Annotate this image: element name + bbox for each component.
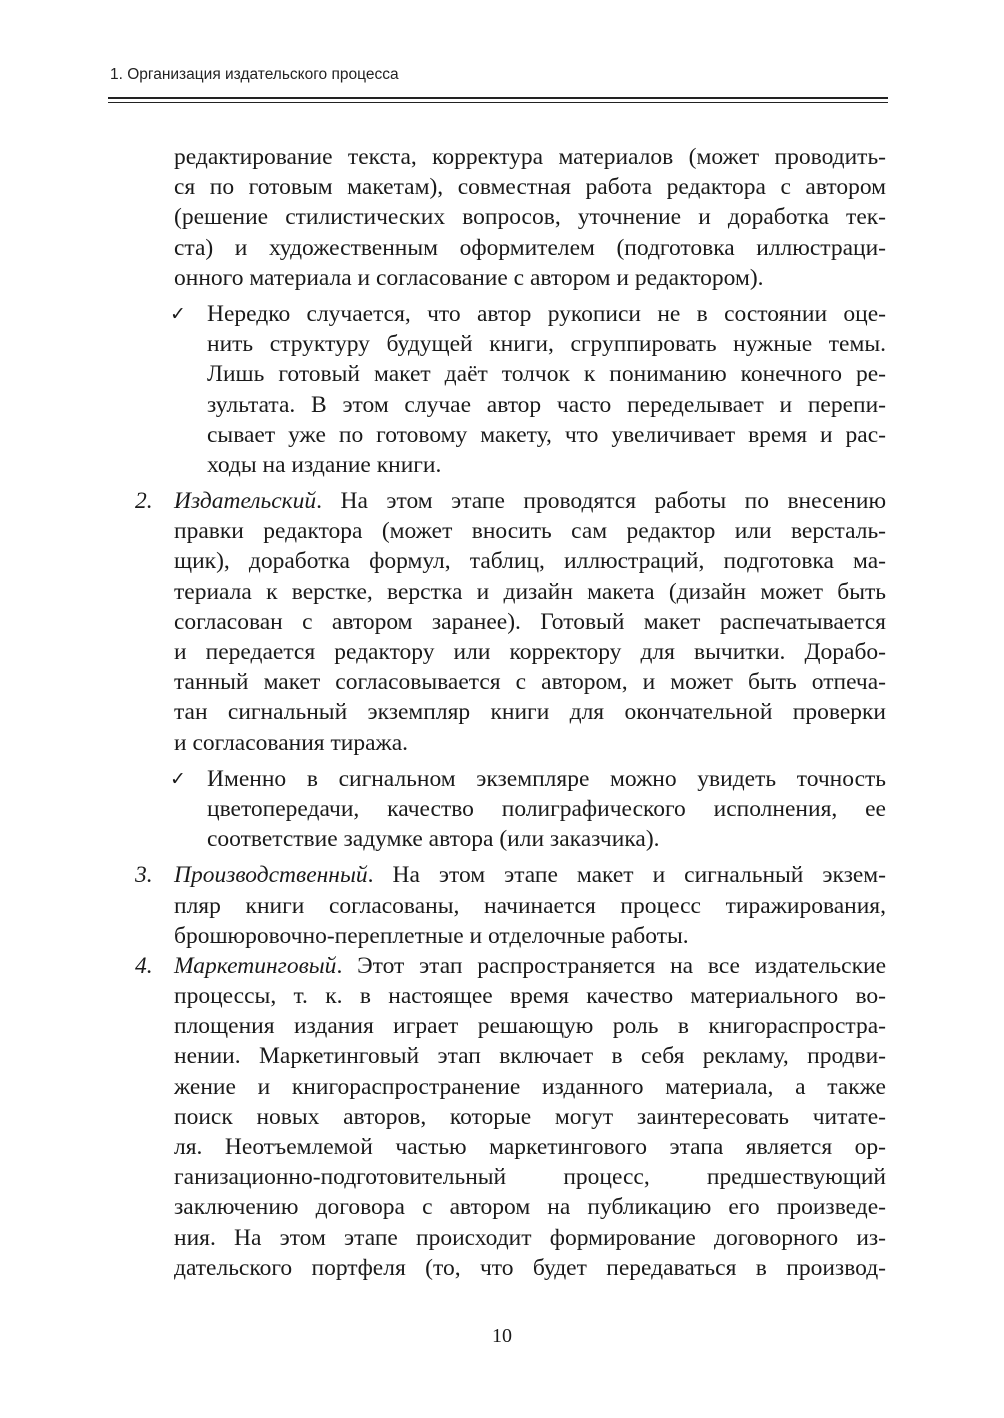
text-line: сывает уже по готовому макету, что увеличивает время и рас- [207,421,886,448]
list-number: 3. [135,862,153,889]
text-line: жение и книгораспространение изданного материала, а также [174,1073,886,1100]
text-line: нить структуру будущей книги, сгруппировать нужные темы. [207,331,886,358]
text-line: нении. Маркетинговый этап включает в себя рекламу, продви- [174,1043,886,1070]
text-line: цветопередачи, качество полиграфического исполнения, ее [207,795,886,822]
text-line: танный макет согласовывается с автором, и может быть отпеча- [174,669,886,696]
checkmark-icon: ✓ [170,302,186,325]
text-line: согласован с автором заранее). Готовый макет распечатывается [174,608,886,635]
text-line: ганизационно-подготовительный процесс, предшествующий [174,1164,886,1191]
text-run: . На этом этапе макет и сигнальный экзем- [367,862,886,889]
text-line: и передается редактору или корректору для вычитки. Дорабо- [174,639,886,665]
note-1 [0,299,1004,480]
text-line: соответствие задумке автора (или заказчика). [207,826,660,853]
text-line: брошюровочно-переплетные и отделочные работы. [174,922,689,949]
list-item-2 [0,486,1004,758]
text-line: (решение стилистических вопросов, уточнение и доработка тек- [174,204,886,231]
intro-paragraph [0,142,1004,293]
text-line: процессы, т. к. в настоящее время качество материального во- [174,983,886,1010]
text-line: поиск новых авторов, которые могут заинтересовать читате- [174,1103,886,1130]
text-line: ся по готовым макетам), совместная работа редактора с автором [174,174,886,201]
text-line: ходы на издание книги. [207,451,442,478]
text-run: . На этом этапе проводятся работы по внесению [316,488,886,515]
list-term: Издательский [174,488,317,515]
list-term: Маркетинговый [174,952,337,979]
list-number: 4. [135,952,153,979]
text-line: площения издания играет решающую роль в книгораспростра- [174,1013,886,1040]
text-line: заключению договора с автором на публикацию его произведе- [174,1194,886,1221]
list-item-4 [0,951,1004,1283]
running-head: 1. Организация издательского процесса [110,66,399,83]
text-line: щик), доработка формул, таблиц, иллюстраций, подготовка ма- [174,548,886,575]
list-number: 2. [135,488,153,515]
text-line: териала к верстке, верстка и дизайн макета (дизайн может быть [174,578,886,605]
text-run: . Этот этап распространяется на все издательские [336,952,886,979]
text-line: редактирование текста, корректура материалов (может проводить- [174,144,886,170]
text-line: зультата. В этом случае автор часто переделывает и перепи- [207,391,886,418]
body-text [0,142,1004,1283]
text-line: тан сигнальный экземпляр книги для окончательной проверки [174,699,886,726]
list-item-3 [0,860,1004,951]
text-line: ля. Неотъемлемой частью маркетингового этапа является ор- [174,1134,886,1160]
list-term: Производственный [174,862,368,889]
text-line: Нередко случается, что автор рукописи не в состоянии оце- [207,300,886,327]
text-line: Именно в сигнальном экземпляре можно увидеть точность [207,765,886,792]
text-line: Лишь готовый макет даёт толчок к пониманию конечного ре- [207,361,886,388]
text-line: ния. На этом этапе происходит формирование договорного из- [174,1224,886,1251]
text-line: правки редактора (может вносить сам редактор или версталь- [174,518,886,545]
header-rule-thick [108,97,888,99]
checkmark-icon: ✓ [170,767,186,790]
header-rule-thin [108,102,888,103]
note-2 [0,764,1004,855]
text-line: и согласования тиража. [174,729,409,756]
text-line: онного материала и согласование с автором и редактором). [174,264,764,291]
text-line: ста) и художественным оформителем (подготовка иллюстраци- [174,234,886,261]
text-line: дательского портфеля (то, что будет передаваться в производ- [174,1254,886,1281]
page-number: 10 [492,1325,512,1347]
text-line: пляр книги согласованы, начинается процесс тиражирования, [174,892,886,919]
